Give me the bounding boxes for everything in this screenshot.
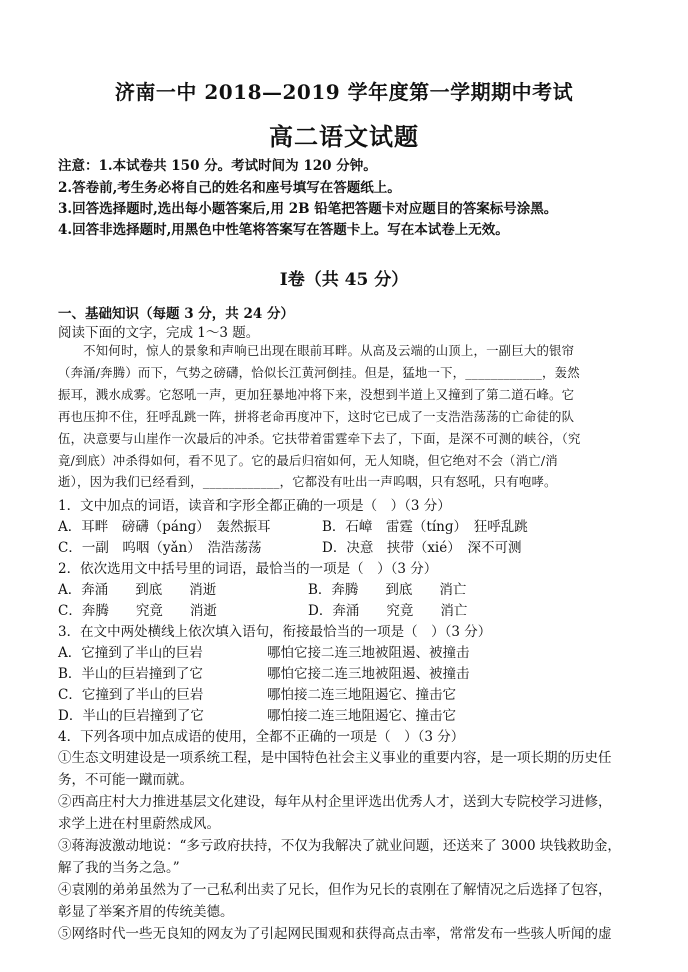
question-stem: 3．在文中两处横线上依次填入语句，衔接最恰当的一项是（ ）（3 分） (58, 624, 492, 640)
question-stem: 2．依次选用文中括号里的词语，最恰当的一项是（ ）（3 分） (58, 561, 438, 577)
passage-line: （奔涌/奔腾）而下，气势之磅礴，恰似长江黄河倒挂。但是，猛地一下，____________，轰然 (58, 365, 580, 380)
option-b: B．石嶂 雷霆（tínɡ） 狂呼乱跳 (322, 519, 528, 535)
option-c: C．它撞到了半山的巨岩 (58, 687, 204, 703)
option-c: C．一副 呜咽（yǎn） 浩浩荡荡 (58, 540, 262, 556)
statement-line: ②西高庄村大力推进基层文化建设，每年从村企里评选出优秀人才，送到大专院校学习进修， (58, 794, 612, 810)
statement-line: ③蒋海波激动地说：“多亏政府扶持，不仅为我解决了就业问题，还送来了 3000 块钱救助金， (58, 838, 621, 854)
statement-line: ①生态文明建设是一项系统工程，是中国特色社会主义事业的重要内容，是一项长期的历史任 (58, 750, 612, 766)
passage-line: 不知何时，惊人的景象和声响已出现在眼前耳畔。从高及云端的山顶上，一副巨大的银帘 (58, 343, 575, 358)
passage-line: 竟/到底）冲杀得如何，看不见了。它的最后归宿如何，无人知晓，但它绝对不会（消亡/消 (58, 453, 558, 468)
option-d: D．决意 挟带（xié） 深不可测 (322, 540, 522, 556)
notice-line: 4.回答非选择题时,用黑色中性笔将答案写在答题卡上。写在本试卷上无效。 (58, 222, 509, 238)
option-d-second: 哪怕接二连三地阻遏它、撞击它 (267, 708, 456, 724)
option-b: B．奔腾 到底 消亡 (308, 582, 467, 598)
statement-line: ④袁刚的弟弟虽然为了一己私利出卖了兄长，但作为兄长的袁刚在了解情况之后选择了包容， (58, 882, 612, 898)
exam-subtitle: 高二语文试题 (269, 122, 419, 151)
part-title: 一、基础知识（每题 3 分，共 24 分） (58, 306, 294, 322)
notice-line: 2.答卷前,考生务必将自己的姓名和座号填写在答题纸上。 (58, 180, 401, 196)
option-d: D．奔涌 究竟 消亡 (308, 603, 468, 619)
option-b: B．半山的巨岩撞到了它 (58, 666, 203, 682)
option-a-second: 哪怕它接二连三地被阻遏、被撞击 (267, 645, 470, 661)
option-a: A．它撞到了半山的巨岩 (58, 645, 203, 661)
exam-title: 济南一中 2018—2019 学年度第一学期期中考试 (114, 80, 574, 104)
option-c: C．奔腾 究竟 消逝 (58, 603, 217, 619)
statement-line: 彰显了举案齐眉的传统美德。 (58, 904, 234, 920)
notice-line: 3.回答选择题时,选出每小题答案后,用 2B 铅笔把答题卡对应题目的答案标号涂黑。 (58, 201, 558, 217)
statement-line: 求学上进在村里蔚然成风。 (58, 816, 220, 832)
reading-intro: 阅读下面的文字，完成 1～3 题。 (58, 325, 260, 341)
option-c-second: 哪怕接二连三地阻遏它、撞击它 (267, 687, 456, 703)
option-a: A．奔涌 到底 消逝 (58, 582, 217, 598)
passage-line: 再也压抑不住，狂呼乱跳一阵，拼将老命再度冲下，这时它已成了一支浩浩荡荡的亡命徒的队 (58, 409, 575, 424)
question-stem: 4．下列各项中加点成语的使用，全都不正确的一项是（ ）（3 分） (58, 729, 465, 745)
passage-line: 振耳，溅水成雾。它怒吼一声，更加狂暴地冲将下来，没想到半道上又撞到了第二道石峰。它 (58, 387, 575, 402)
question-stem: 1．文中加点的词语，读音和字形全都正确的一项是（ ）（3 分） (58, 498, 451, 514)
option-d: D．半山的巨岩撞到了它 (58, 708, 204, 724)
option-a: A．耳畔 磅礴（pánɡ） 轰然振耳 (58, 519, 271, 535)
passage-line: 伍，决意要与山崖作一次最后的冲杀。它扶带着雷霆牵下去了，下面，是深不可测的峡谷，（究 (58, 431, 581, 446)
statement-line: 务，不可能一蹴而就。 (58, 772, 193, 788)
option-b-second: 哪怕它接二连三地被阻遏、被撞击 (267, 666, 470, 682)
statement-line: 解了我的当务之急。” (58, 860, 180, 876)
section-title: Ⅰ卷（共 45 分） (279, 270, 409, 290)
passage-line: 逝），因为我们已经看到，____________，它都没有吐出一声呜咽，只有怒吼，只有咆哮。 (58, 474, 557, 489)
statement-line: ⑤网络时代一些无良知的网友为了引起网民围观和获得高点击率，常常发布一些骇人听闻的虚 (58, 926, 612, 942)
notice-line: 注意：1.本试卷共 150 分。考试时间为 120 分钟。 (58, 158, 377, 174)
